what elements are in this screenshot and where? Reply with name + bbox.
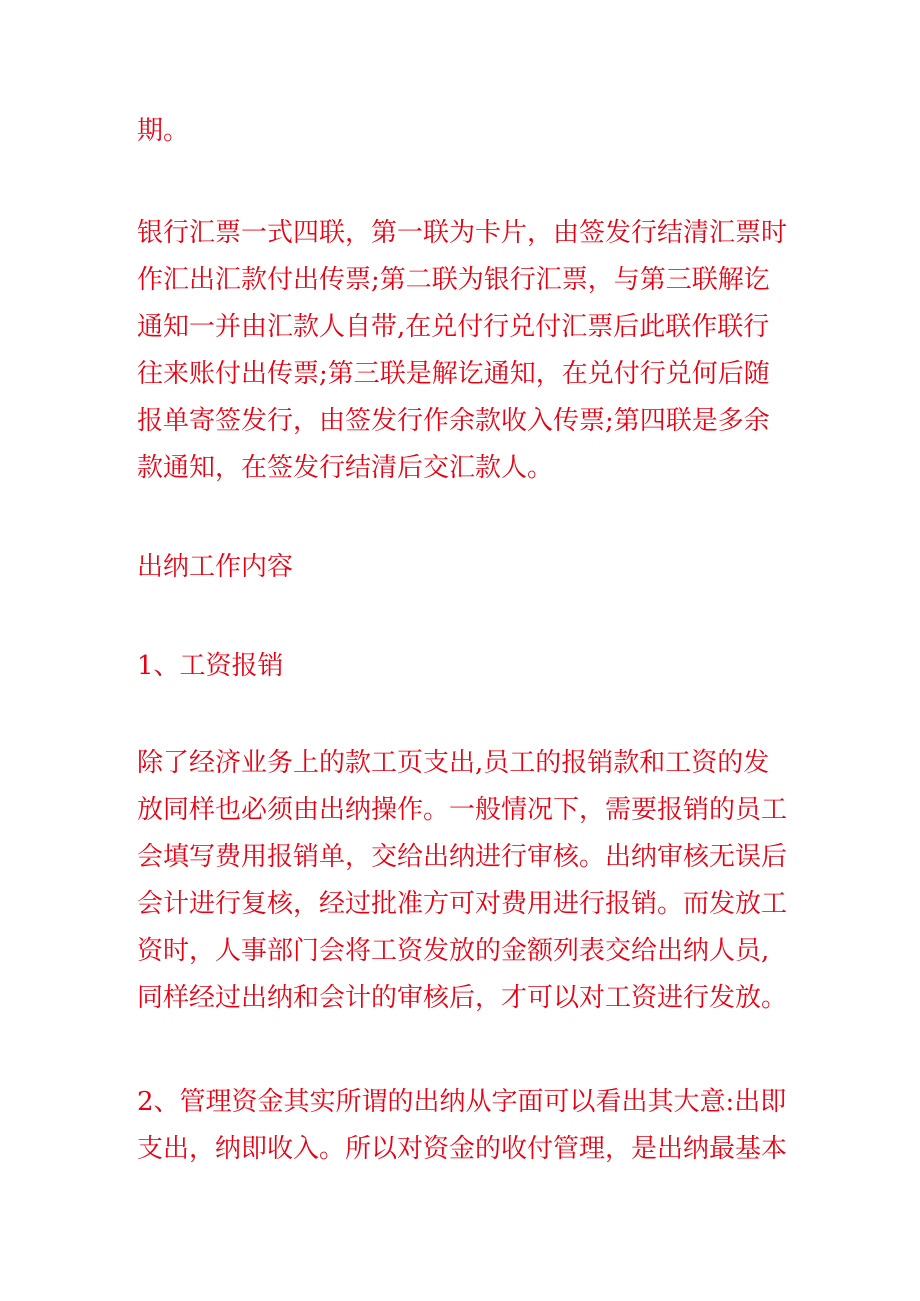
text-line: 期。 <box>137 116 190 146</box>
text-line: 款通知，在签发行结清后交汇款人。 <box>137 453 554 483</box>
paragraph-bank-draft <box>137 210 797 492</box>
heading-text: 1、工资报销 <box>137 651 284 681</box>
paragraph-salary-reimbursement <box>137 740 797 1022</box>
text-line: 2、管理资金其实所谓的出纳从字面可以看出其大意:出即 <box>137 1087 787 1117</box>
paragraph-fund-management <box>137 1079 797 1173</box>
section-heading <box>137 544 797 591</box>
text-line: 通知一并由汇款人自带,在兑付行兑付汇票后此联作联行 <box>137 312 770 342</box>
text-line: 会计进行复核，经过批准方可对费用进行报销。而发放工 <box>137 889 788 919</box>
text-line: 放同样也必须由出纳操作。一般情况下，需要报销的员工 <box>137 795 788 825</box>
text-line: 同样经过出纳和会计的审核后，才可以对工资进行发放。 <box>137 983 788 1013</box>
text-line: 银行汇票一式四联，第一联为卡片，由签发行结清汇票时 <box>137 218 788 248</box>
text-line: 支出，纳即收入。所以对资金的收付管理，是出纳最基本 <box>137 1134 788 1164</box>
text-line: 除了经济业务上的款工页支出,员工的报销款和工资的发 <box>137 748 770 778</box>
heading-text: 出纳工作内容 <box>137 552 294 582</box>
text-line: 报单寄签发行，由签发行作余款收入传票;第四联是多余 <box>137 406 770 436</box>
text-line: 资时，人事部门会将工资发放的金额列表交给出纳人员, <box>137 936 770 966</box>
paragraph-continuation <box>137 108 797 155</box>
text-line: 往来账付出传票;第三联是解讫通知，在兑付行兑何后随 <box>137 359 770 389</box>
text-line: 会填写费用报销单，交给出纳进行审核。出纳审核无误后 <box>137 842 788 872</box>
text-line: 作汇出汇款付出传票;第二联为银行汇票，与第三联解讫 <box>137 265 770 295</box>
subsection-heading <box>137 643 797 690</box>
